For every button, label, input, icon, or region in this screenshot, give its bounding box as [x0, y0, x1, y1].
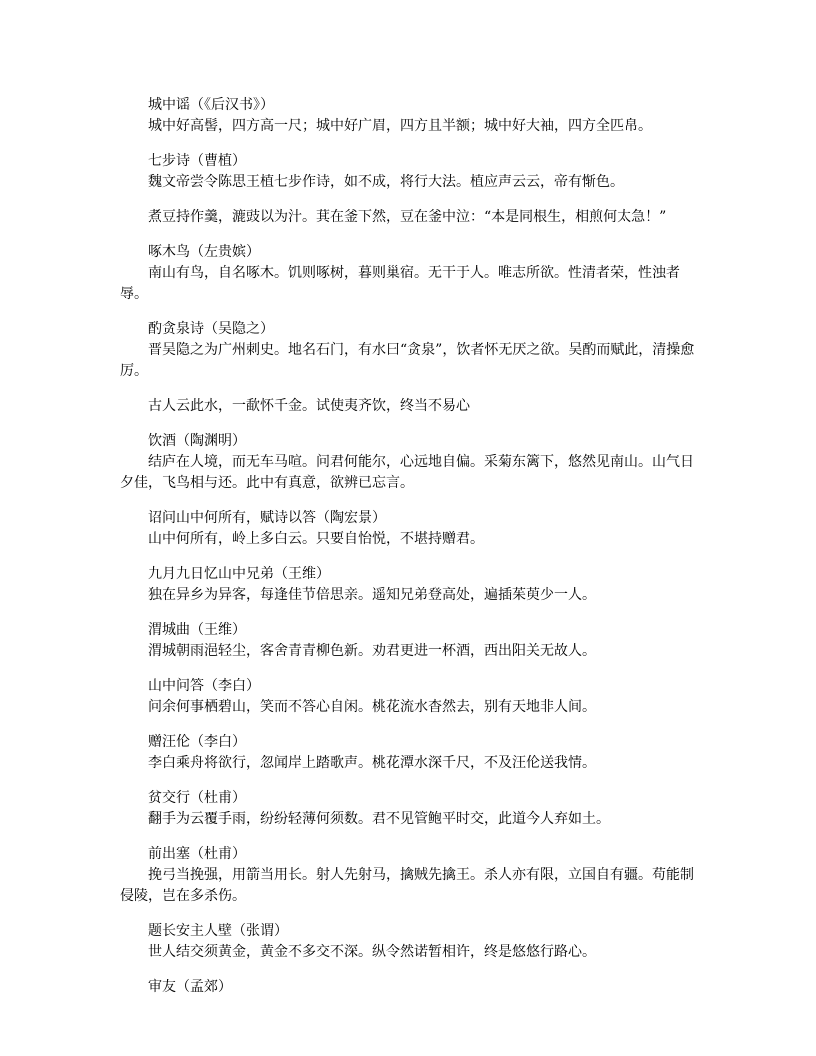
- poem-title: 山中问答（李白）: [148, 678, 260, 694]
- poem-text: 结庐在人境，而无车马喧。问君何能尔，心远地自偏。采菊东篱下，悠然见南山。山气日夕佳，飞鸟相与还。此中有真意，欲辨已忘言。: [120, 454, 694, 491]
- poem-text: 山中何所有，岭上多白云。只要自怡悦，不堪持赠君。: [148, 531, 484, 547]
- poem-title: 酌贪泉诗（吴隐之）: [148, 321, 274, 337]
- poem-entry: [120, 431, 700, 494]
- poem-text: 煮豆持作羹，漉豉以为汁。萁在釜下然，豆在釜中泣：“本是同根生，相煎何太急！”: [148, 209, 667, 225]
- poem-entry: [120, 921, 700, 963]
- poem-entry: [120, 242, 700, 305]
- poem-text: 挽弓当挽强，用箭当用长。射人先射马，擒贼先擒王。杀人亦有限，立国自有疆。苟能制侵陵，岂在多杀伤。: [120, 867, 694, 904]
- poem-entry: [120, 620, 700, 662]
- poem-title: 啄木鸟（左贵嫔）: [148, 244, 260, 260]
- poem-entry: [120, 508, 700, 550]
- poem-title: 诏问山中何所有，赋诗以答（陶宏景）: [148, 510, 386, 526]
- poem-text: 翻手为云覆手雨，纷纷轻薄何须数。君不见管鲍平时交，此道今人弃如土。: [148, 811, 610, 827]
- poem-entry: [120, 207, 700, 228]
- poem-entry: [120, 977, 700, 998]
- poem-text: 渭城朝雨浥轻尘，客舍青青柳色新。劝君更进一杯酒，西出阳关无故人。: [148, 643, 596, 659]
- poem-title: 题长安主人壁（张谓）: [148, 923, 288, 939]
- poem-text: 古人云此水，一歃怀千金。试使夷齐饮，终当不易心: [148, 398, 470, 414]
- poem-entry: [120, 564, 700, 606]
- poem-text: 南山有鸟，自名啄木。饥则啄树，暮则巢宿。无干于人。唯志所欲。性清者荣，性浊者辱。: [120, 265, 680, 302]
- poem-title: 渭城曲（王维）: [148, 622, 246, 638]
- poem-entry: [120, 788, 700, 830]
- poem-text: 问余何事栖碧山，笑而不答心自闲。桃花流水杳然去，别有天地非人间。: [148, 699, 596, 715]
- poem-title: 赠汪伦（李白）: [148, 734, 246, 750]
- poem-text: 晋吴隐之为广州刺史。地名石门，有水曰“贪泉”，饮者怀无厌之欲。吴酌而赋此，清操愈厉。: [120, 342, 695, 379]
- poem-entry: [120, 319, 700, 382]
- poem-text: 独在异乡为异客，每逢佳节倍思亲。遥知兄弟登高处，遍插茱萸少一人。: [148, 587, 596, 603]
- poem-entry: [120, 151, 700, 193]
- poem-title: 七步诗（曹植）: [148, 153, 246, 169]
- poem-entry: [120, 396, 700, 417]
- poem-title: 前出塞（杜甫）: [148, 846, 246, 862]
- poem-entry: [120, 732, 700, 774]
- poem-text: 城中好高髻，四方高一尺；城中好广眉，四方且半额；城中好大袖，四方全匹帛。: [148, 118, 652, 134]
- poem-text: 李白乘舟将欲行，忽闻岸上踏歌声。桃花潭水深千尺，不及汪伦送我情。: [148, 755, 596, 771]
- poem-title: 城中谣（《后汉书》）: [148, 97, 274, 113]
- poem-title: 饮酒（陶渊明）: [148, 433, 246, 449]
- poem-text: 魏文帝尝令陈思王植七步作诗，如不成，将行大法。植应声云云，帝有惭色。: [148, 174, 624, 190]
- poem-title: 审友（孟郊）: [148, 979, 232, 995]
- poem-entry: [120, 676, 700, 718]
- document-body: [120, 95, 700, 1012]
- poem-entry: [120, 844, 700, 907]
- poem-entry: [120, 95, 700, 137]
- poem-title: 九月九日忆山中兄弟（王维）: [148, 566, 330, 582]
- poem-text: 世人结交须黄金，黄金不多交不深。纵令然诺暂相许，终是悠悠行路心。: [148, 944, 596, 960]
- poem-title: 贫交行（杜甫）: [148, 790, 246, 806]
